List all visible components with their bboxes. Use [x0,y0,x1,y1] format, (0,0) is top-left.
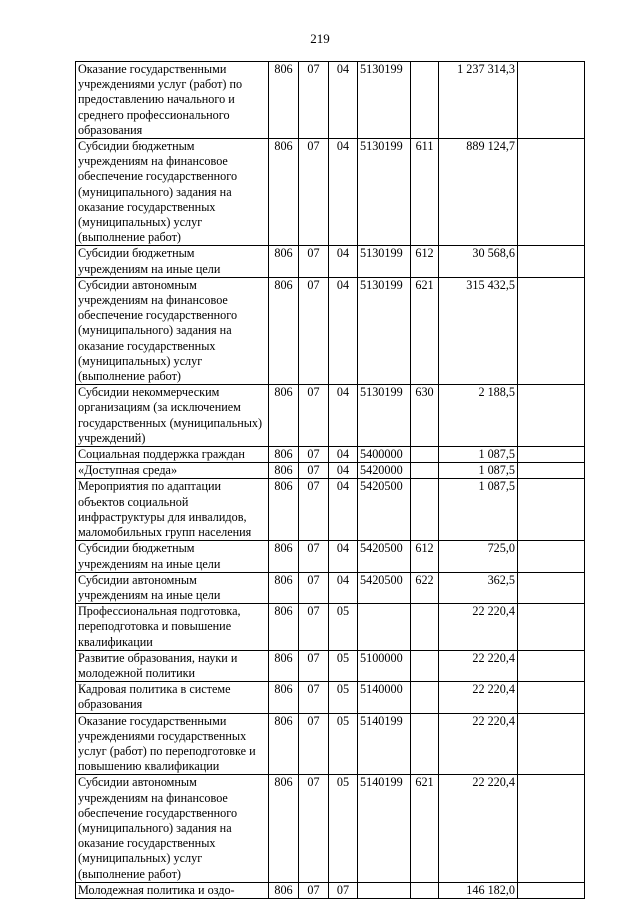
extra-column-cell [518,541,585,572]
extra-column-cell [518,246,585,277]
ministry-code-cell: 806 [269,62,299,139]
expense-type-cell: 621 [411,277,439,384]
section-code-cell: 07 [299,139,329,246]
amount-cell: 30 568,6 [439,246,518,277]
table-row [76,775,585,882]
ministry-code-cell: 806 [269,775,299,882]
item-name-cell: Кадровая политика в системе образования [76,682,269,713]
expense-type-cell [411,463,439,479]
expense-type-cell [411,682,439,713]
expense-type-cell: 622 [411,572,439,603]
target-article-cell: 5420000 [358,463,411,479]
extra-column-cell [518,650,585,681]
amount-cell: 1 087,5 [439,479,518,541]
amount-cell: 22 220,4 [439,650,518,681]
table-row [76,463,585,479]
expense-type-cell [411,62,439,139]
extra-column-cell [518,682,585,713]
subsection-code-cell: 07 [329,882,358,898]
ministry-code-cell: 806 [269,572,299,603]
item-name-cell: Молодежная политика и оздо- [76,882,269,898]
expense-type-cell [411,447,439,463]
section-code-cell: 07 [299,775,329,882]
budget-table-body [76,62,585,899]
expense-type-cell [411,713,439,775]
budget-table [75,61,585,899]
target-article-cell: 5420500 [358,572,411,603]
subsection-code-cell: 04 [329,246,358,277]
target-article-cell: 5140199 [358,713,411,775]
amount-cell: 1 237 314,3 [439,62,518,139]
target-article-cell: 5140199 [358,775,411,882]
expense-type-cell [411,604,439,651]
table-row [76,572,585,603]
target-article-cell [358,604,411,651]
extra-column-cell [518,604,585,651]
table-row [76,713,585,775]
subsection-code-cell: 05 [329,604,358,651]
target-article-cell: 5140000 [358,682,411,713]
item-name-cell: «Доступная среда» [76,463,269,479]
amount-cell: 315 432,5 [439,277,518,384]
amount-cell: 22 220,4 [439,604,518,651]
section-code-cell: 07 [299,713,329,775]
amount-cell: 2 188,5 [439,385,518,447]
subsection-code-cell: 04 [329,541,358,572]
item-name-cell: Субсидии бюджетным учреждениям на финансовое обеспечение государственного (муниципального) задания на оказание государственных (муниципальных) услуг (выполнение работ) [76,139,269,246]
amount-cell: 1 087,5 [439,447,518,463]
section-code-cell: 07 [299,882,329,898]
expense-type-cell: 612 [411,246,439,277]
target-article-cell: 5420500 [358,541,411,572]
ministry-code-cell: 806 [269,882,299,898]
target-article-cell: 5130199 [358,277,411,384]
subsection-code-cell: 05 [329,713,358,775]
section-code-cell: 07 [299,62,329,139]
subsection-code-cell: 05 [329,650,358,681]
ministry-code-cell: 806 [269,385,299,447]
expense-type-cell [411,650,439,681]
section-code-cell: 07 [299,650,329,681]
amount-cell: 889 124,7 [439,139,518,246]
ministry-code-cell: 806 [269,447,299,463]
extra-column-cell [518,277,585,384]
subsection-code-cell: 04 [329,479,358,541]
expense-type-cell: 621 [411,775,439,882]
expense-type-cell: 611 [411,139,439,246]
section-code-cell: 07 [299,246,329,277]
expense-type-cell: 612 [411,541,439,572]
section-code-cell: 07 [299,277,329,384]
item-name-cell: Субсидии автономным учреждениям на иные цели [76,572,269,603]
item-name-cell: Мероприятия по адаптации объектов социальной инфраструктуры для инвалидов, маломобильных групп населения [76,479,269,541]
item-name-cell: Субсидии некоммерческим организациям (за исключением государственных (муниципальных) учреждений) [76,385,269,447]
target-article-cell [358,882,411,898]
ministry-code-cell: 806 [269,139,299,246]
table-row [76,139,585,246]
expense-type-cell [411,882,439,898]
section-code-cell: 07 [299,463,329,479]
extra-column-cell [518,479,585,541]
target-article-cell: 5130199 [358,385,411,447]
subsection-code-cell: 04 [329,385,358,447]
extra-column-cell [518,713,585,775]
table-row [76,246,585,277]
ministry-code-cell: 806 [269,604,299,651]
subsection-code-cell: 04 [329,62,358,139]
section-code-cell: 07 [299,447,329,463]
subsection-code-cell: 04 [329,277,358,384]
table-row [76,541,585,572]
item-name-cell: Социальная поддержка граждан [76,447,269,463]
amount-cell: 146 182,0 [439,882,518,898]
subsection-code-cell: 04 [329,447,358,463]
extra-column-cell [518,139,585,246]
extra-column-cell [518,385,585,447]
extra-column-cell [518,447,585,463]
ministry-code-cell: 806 [269,713,299,775]
subsection-code-cell: 04 [329,463,358,479]
amount-cell: 22 220,4 [439,713,518,775]
table-row [76,650,585,681]
target-article-cell: 5130199 [358,246,411,277]
amount-cell: 22 220,4 [439,682,518,713]
ministry-code-cell: 806 [269,277,299,384]
target-article-cell: 5130199 [358,139,411,246]
subsection-code-cell: 05 [329,775,358,882]
section-code-cell: 07 [299,604,329,651]
extra-column-cell [518,463,585,479]
table-row [76,479,585,541]
section-code-cell: 07 [299,385,329,447]
section-code-cell: 07 [299,572,329,603]
table-row [76,447,585,463]
item-name-cell: Субсидии бюджетным учреждениям на иные цели [76,541,269,572]
section-code-cell: 07 [299,682,329,713]
item-name-cell: Субсидии автономным учреждениям на финансовое обеспечение государственного (муниципального) задания на оказание государственных (муниципальных) услуг (выполнение работ) [76,277,269,384]
ministry-code-cell: 806 [269,246,299,277]
section-code-cell: 07 [299,541,329,572]
table-row [76,604,585,651]
table-row [76,385,585,447]
table-row [76,882,585,898]
target-article-cell: 5400000 [358,447,411,463]
item-name-cell: Оказание государственными учреждениями государственных услуг (работ) по переподготовке и повышению квалификации [76,713,269,775]
amount-cell: 362,5 [439,572,518,603]
ministry-code-cell: 806 [269,682,299,713]
item-name-cell: Субсидии бюджетным учреждениям на иные цели [76,246,269,277]
subsection-code-cell: 04 [329,572,358,603]
extra-column-cell [518,572,585,603]
section-code-cell: 07 [299,479,329,541]
amount-cell: 725,0 [439,541,518,572]
item-name-cell: Субсидии автономным учреждениям на финансовое обеспечение государственного (муниципального) задания на оказание государственных (муниципальных) услуг (выполнение работ) [76,775,269,882]
extra-column-cell [518,775,585,882]
ministry-code-cell: 806 [269,479,299,541]
target-article-cell: 5100000 [358,650,411,681]
table-row [76,62,585,139]
subsection-code-cell: 05 [329,682,358,713]
expense-type-cell: 630 [411,385,439,447]
page-number: 219 [310,31,330,46]
subsection-code-cell: 04 [329,139,358,246]
extra-column-cell [518,62,585,139]
ministry-code-cell: 806 [269,541,299,572]
table-row [76,682,585,713]
ministry-code-cell: 806 [269,650,299,681]
table-row [76,277,585,384]
item-name-cell: Оказание государственными учреждениями услуг (работ) по предоставлению начального и среднего профессионального образования [76,62,269,139]
amount-cell: 22 220,4 [439,775,518,882]
expense-type-cell [411,479,439,541]
ministry-code-cell: 806 [269,463,299,479]
item-name-cell: Профессиональная подготовка, переподготовка и повышение квалификации [76,604,269,651]
target-article-cell: 5420500 [358,479,411,541]
amount-cell: 1 087,5 [439,463,518,479]
extra-column-cell [518,882,585,898]
item-name-cell: Развитие образования, науки и молодежной политики [76,650,269,681]
target-article-cell: 5130199 [358,62,411,139]
